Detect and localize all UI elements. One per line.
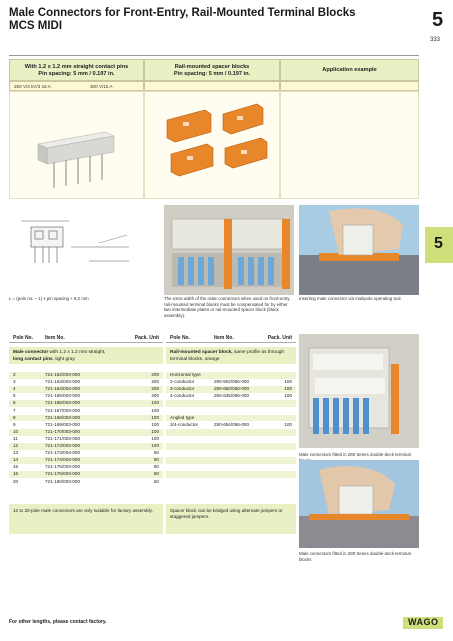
left-table-rows: [9, 372, 163, 487]
cell-unit: 100: [151, 443, 159, 448]
left-table-header: [9, 334, 163, 343]
cell-unit: 100: [151, 400, 159, 406]
cell-unit: 200: [151, 386, 159, 392]
cell-pole: 13: [13, 450, 19, 456]
cell-unit: 200: [151, 379, 159, 385]
table-row: [166, 479, 296, 486]
dimension-caption: L = (pole no. – 1) x pin spacing + 8.2 mm: [9, 296, 89, 301]
rating-row-empty-3: [280, 81, 419, 91]
cell-item: 721-180/003-000: [45, 478, 80, 484]
table-row: [166, 408, 296, 415]
cell-item: 721-170/003-000: [45, 428, 80, 434]
cell-unit: 100: [151, 421, 159, 427]
header-col3: Application example: [322, 67, 377, 73]
table-row: [9, 464, 163, 471]
table-row: [9, 386, 163, 393]
table-row: [9, 450, 163, 457]
application-image-empty: [280, 91, 419, 199]
col-header-pack: Pack. Unit: [134, 335, 159, 341]
cell-item: 280-902/056-000: [214, 379, 249, 385]
cell-pole: 10: [13, 428, 19, 434]
left-table-description: Male connector with 1.2 x 1.2 mm straight, long contact pins, light gray: [9, 347, 163, 364]
cell-pole: 6: [13, 400, 16, 406]
table-row: [166, 429, 296, 436]
cell-item: 721-162/003-000: [45, 372, 80, 377]
cell-unit: 50: [153, 478, 159, 484]
spacer-caption: The extra width of the male connectors when used on front-entry, rail-mounted terminal blocks must be compensated for by either two intermediate plates or rail-mounted spacer block (black assembly).: [164, 296, 291, 318]
right-table-note: Spacer block can be bridged using alternate jumpers or staggered jumpers.: [166, 504, 296, 534]
cell-item: 721-165/003-000: [45, 393, 80, 399]
cell-pole: 2: [13, 372, 16, 377]
wago-logo-text: WAGO: [408, 617, 439, 627]
chapter-number: 5: [432, 9, 444, 31]
cell-item: 721-173/003-000: [45, 450, 80, 456]
cell-pole: 5: [13, 393, 16, 399]
header-cell-spacer-blocks: [144, 59, 280, 81]
table-row: [166, 415, 296, 422]
table-row: [9, 457, 163, 464]
application-photo-1: [299, 334, 419, 448]
table-row: [9, 471, 163, 478]
wago-logo: [403, 616, 443, 628]
cell-unit: 200: [151, 372, 159, 377]
table-row: [166, 450, 296, 457]
table-row: [166, 372, 296, 379]
dimension-lines: [21, 221, 129, 263]
dimension-drawing: [9, 205, 144, 290]
cell-unit: 100: [284, 393, 292, 399]
application-photo-2: [299, 460, 419, 548]
cell-pole: 15: [13, 464, 19, 470]
table-row: [166, 457, 296, 464]
male-connector-image: [9, 91, 144, 199]
table-row: [9, 429, 163, 436]
spacer-block-table: [166, 334, 296, 534]
cell-pole: 4-conductor: [170, 393, 195, 399]
cell-pole: 3-conductor: [170, 386, 195, 392]
table-row: [166, 393, 296, 400]
cell-item: 721-169/003-000: [45, 421, 80, 427]
cell-unit: 100: [151, 435, 159, 441]
footer-note: For other lengths, please contact factory.: [9, 619, 107, 625]
cell-item: 280-650/056-000: [214, 386, 249, 392]
table-row: [9, 479, 163, 486]
table-row: [9, 436, 163, 443]
cell-pole: 3: [13, 379, 16, 385]
table-row: [166, 386, 296, 393]
header-col1-line1: With 1.2 x 1.2 mm straight contact pins: [24, 64, 129, 70]
cell-pole: Horizontal type: [170, 372, 201, 377]
table-row: [166, 471, 296, 478]
cell-pole: 4: [13, 386, 16, 392]
table-row: [9, 415, 163, 422]
cell-pole: 12: [13, 443, 19, 448]
cell-unit: 100: [151, 407, 159, 413]
rating-1: 250 V/4 kV/3 16 A: [14, 84, 51, 89]
table-row: [166, 379, 296, 386]
table-row: [9, 372, 163, 379]
cell-pole: 8: [13, 414, 16, 420]
col-header-item: Item No.: [214, 335, 234, 341]
male-connector-table: [9, 334, 163, 534]
header-rule: [9, 55, 419, 56]
header-col1-line2: Pin spacing: 5 mm / 0.197 in.: [38, 71, 115, 77]
cell-item: 280-835/056-000: [214, 393, 249, 399]
cell-item: 280-654/056-000: [214, 421, 249, 427]
right-table-header: [166, 334, 296, 343]
cell-item: 721-174/003-000: [45, 457, 80, 463]
cell-pole: 9: [13, 421, 16, 427]
cell-pole: Angled type: [170, 414, 195, 420]
insert-caption: Inserting male connector via multipole operating tool.: [299, 296, 402, 301]
spacer-application-photo: [164, 205, 294, 295]
cell-item: 721-175/003-000: [45, 464, 80, 470]
cell-item: 721-167/003-000: [45, 407, 80, 413]
title-line-2: MCS MIDI: [9, 20, 63, 32]
table-row: [9, 408, 163, 415]
header-cell-male-connectors: [9, 59, 144, 81]
photo-caption-2: Male connectors fitted in 280 Series double-deck terminal blocks: [299, 551, 411, 562]
table-row: [9, 379, 163, 386]
cell-pole: 14: [13, 457, 19, 463]
cell-item: 721-171/003-000: [45, 435, 80, 441]
cell-pole: 3/4-conductor: [170, 421, 199, 427]
col-header-item: Item No.: [45, 335, 65, 341]
cell-unit: 50: [153, 464, 159, 470]
chapter-tab-number: 5: [434, 235, 443, 252]
table-row: [166, 464, 296, 471]
table-row: [9, 393, 163, 400]
cell-unit: 200: [151, 393, 159, 399]
page-title: [9, 7, 356, 33]
header-col2-line1: Rail-mounted spacer blocks: [174, 64, 250, 70]
rating-row: [9, 81, 144, 91]
table-row: [9, 400, 163, 407]
insertion-photo: [299, 205, 419, 295]
col-header-pack: Pack. Unit: [267, 335, 292, 341]
title-line-1: Male Connectors for Front-Entry, Rail-Mounted Terminal Blocks: [9, 7, 356, 19]
table-row: [166, 422, 296, 429]
cell-pole: 7: [13, 407, 16, 413]
cell-unit: 100: [151, 428, 159, 434]
chapter-tab: [425, 227, 453, 263]
page-number: 333: [430, 37, 441, 43]
cell-item: 721-168/003-000: [45, 414, 80, 420]
right-table-rows: [166, 372, 296, 487]
cell-pole: 16: [13, 471, 19, 477]
cell-unit: 100: [284, 379, 292, 385]
photo-caption-1: Male connectors fitted in 280 Series double-deck terminal: [299, 452, 411, 457]
table-row: [166, 436, 296, 443]
col-header-pole: Pole No.: [13, 335, 34, 341]
connector-illustration: [38, 132, 114, 188]
table-row: [9, 422, 163, 429]
cell-unit: 100: [151, 414, 159, 420]
header-cell-application: [280, 59, 419, 81]
cell-item: 721-166/003-000: [45, 400, 80, 406]
cell-unit: 50: [153, 471, 159, 477]
cell-item: 721-172/003-000: [45, 443, 80, 448]
cell-unit: 50: [153, 450, 159, 456]
table-row: [166, 400, 296, 407]
cell-item: 721-164/003-000: [45, 386, 80, 392]
left-table-note: 12 to 20-pole male connectors are only suitable for factory assembly.: [9, 504, 163, 534]
right-table-description: Rail-mounted spacer block, same profile as through terminal blocks, orange: [166, 347, 296, 364]
table-row: [166, 443, 296, 450]
cell-item: 721-163/003-000: [45, 379, 80, 385]
spacer-block-image: [144, 91, 280, 199]
col-header-pole: Pole No.: [170, 335, 191, 341]
rating-2: 300 V/15 A: [90, 84, 113, 89]
cell-unit: 100: [284, 421, 292, 427]
cell-item: 721-176/003-000: [45, 471, 80, 477]
cell-pole: 20: [13, 478, 19, 484]
cell-pole: 2-conductor: [170, 379, 195, 385]
header-col2-line2: Pin spacing: 5 mm / 0.197 in.: [173, 71, 251, 77]
orange-spacer-blocks: [167, 104, 267, 176]
cell-unit: 100: [284, 386, 292, 392]
rating-row-empty-2: [144, 81, 280, 91]
cell-pole: 11: [13, 435, 18, 441]
table-row: [9, 443, 163, 450]
cell-unit: 50: [153, 457, 159, 463]
